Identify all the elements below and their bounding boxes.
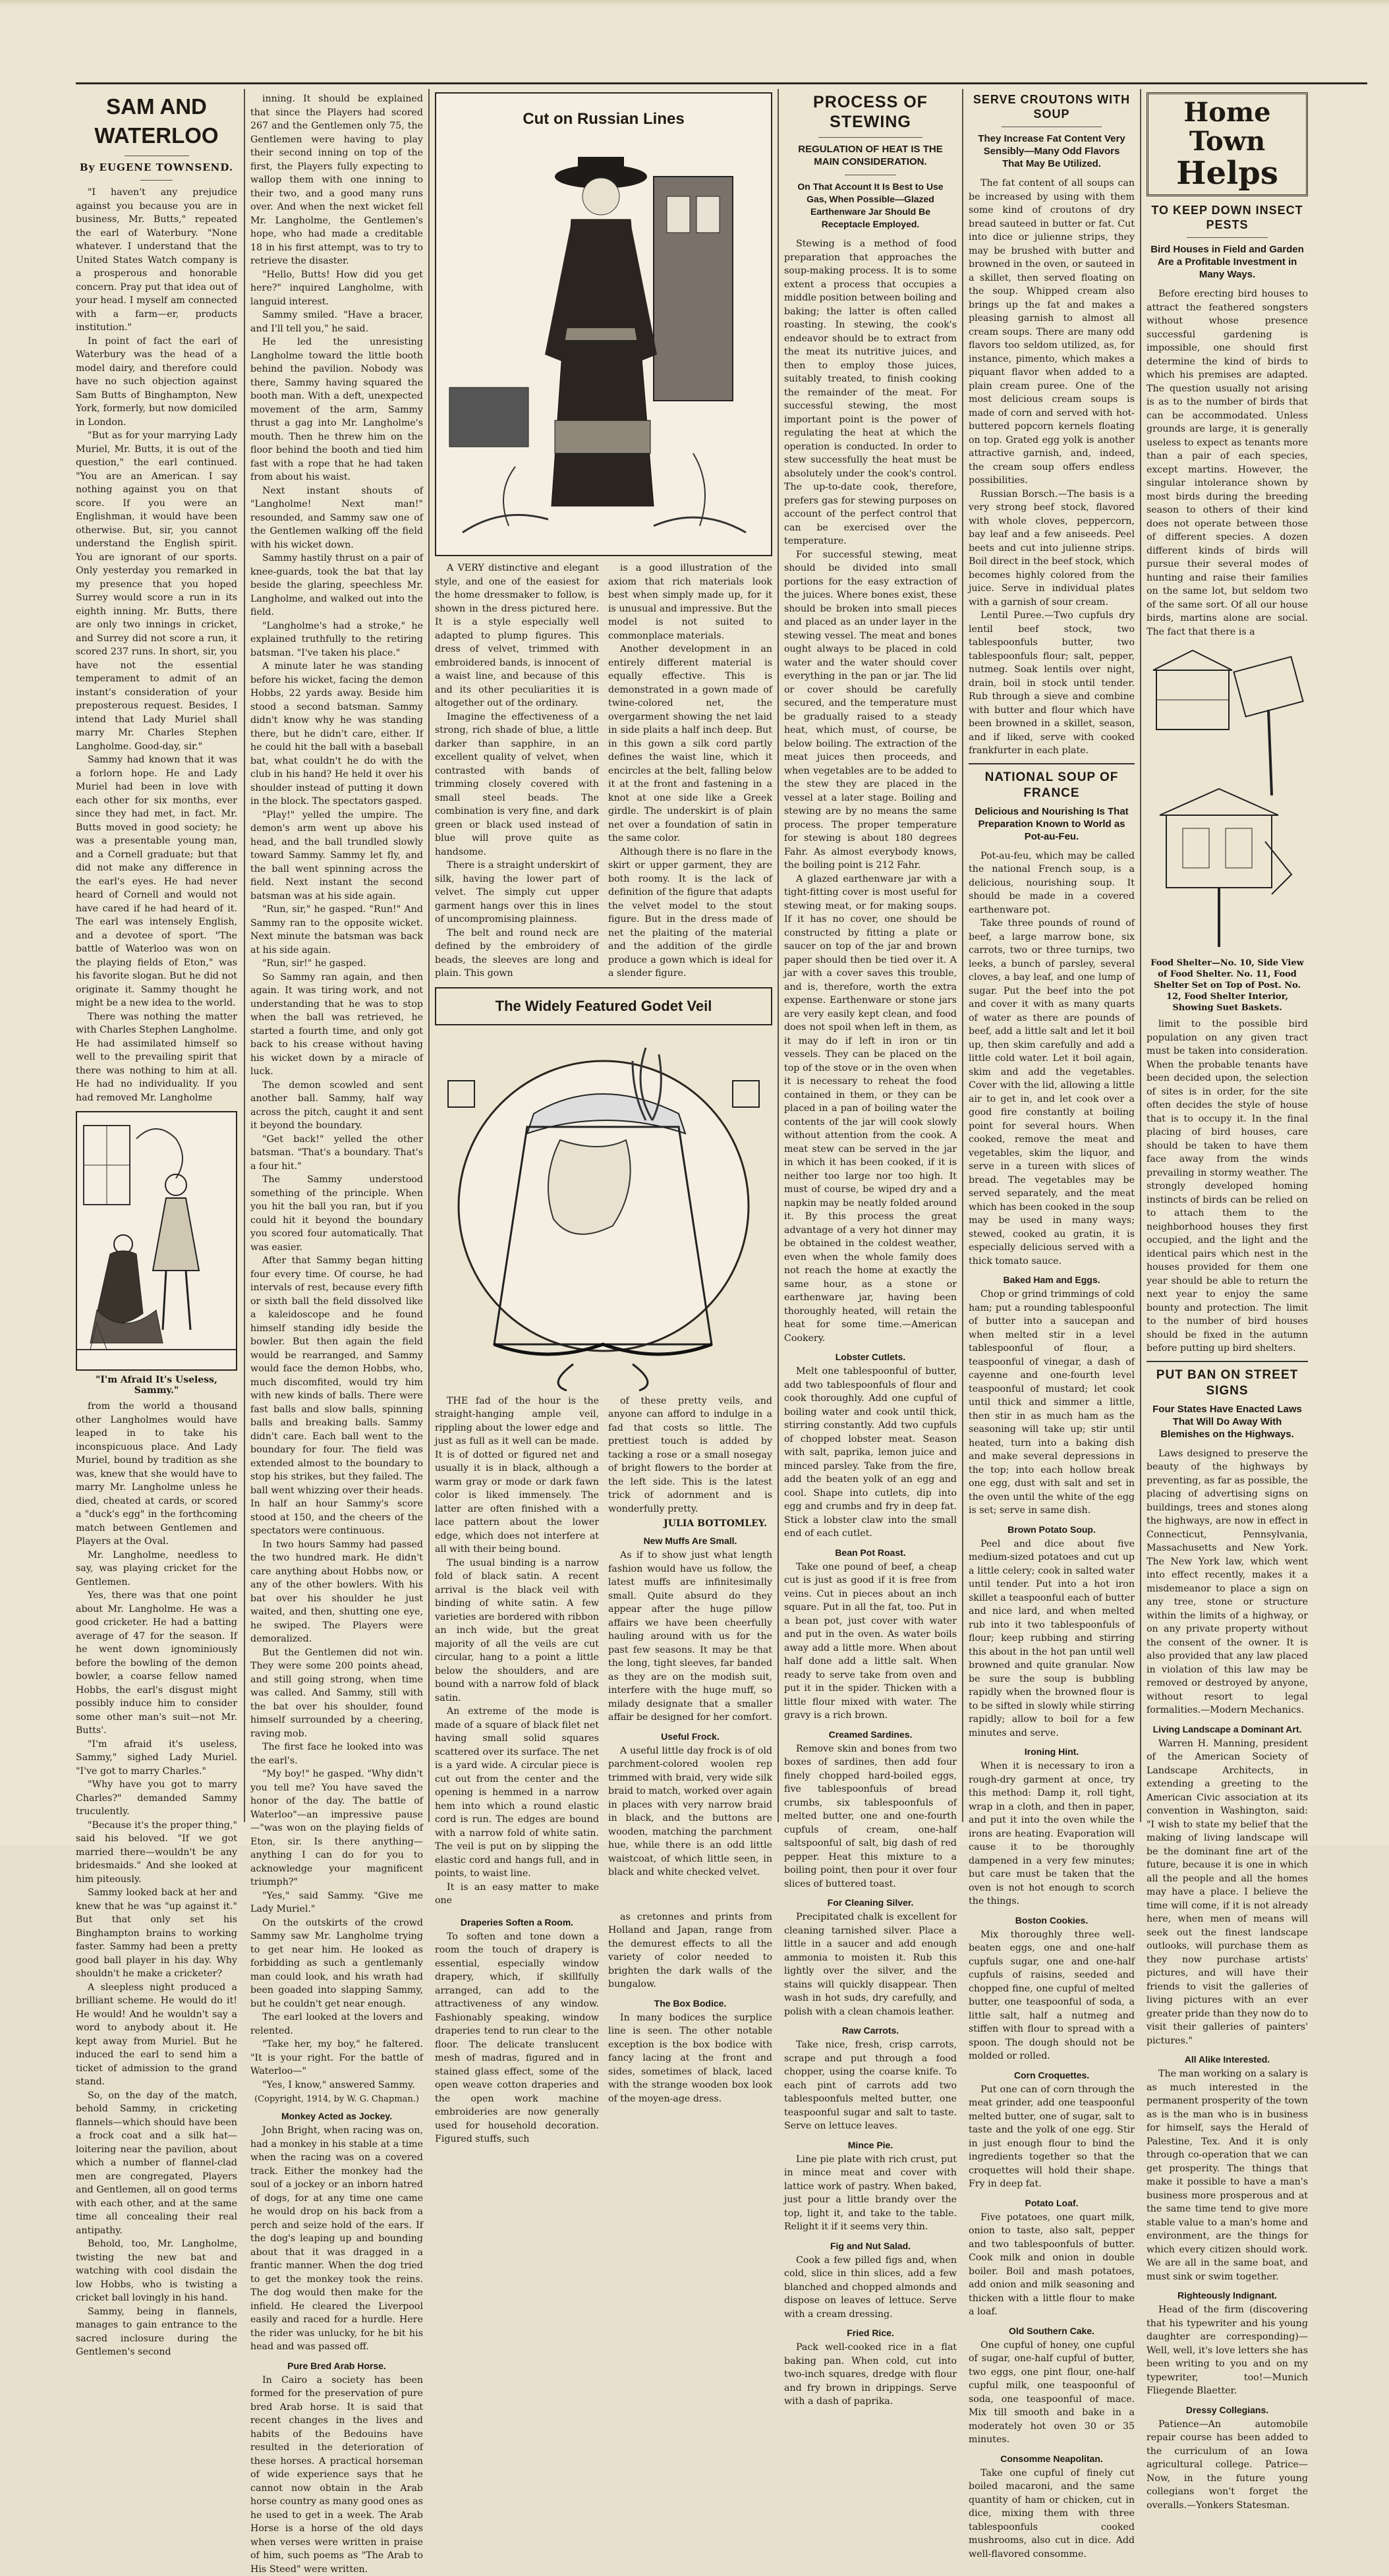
recipe-heading: Lobster Cutlets. [835, 1352, 906, 1362]
recipe-heading: Raw Carrots. [841, 2025, 899, 2036]
column-2: inning. It should be explained that since the Players had scored 267 and the Gentlemen only 75, the Gentlemen were having to play their second inning on top of the first, the Players fully expecting to wallop them with one inning to their two, and a good many runs over. And when the next wicket fell Mr. Langholme, the Gentlemen's hope, who had made a creditable 18 in his first attempt, was to try to retrieve the disaster. "Hello, Butts! How did you get here?" inquired Langholme, with languid interest. Sammy smiled. "Have a bracer, and I'll tell you," he said. He led the unresisting Langholme toward the little booth behind the pavilion. Nobody was there, Sammy having squared the booth man. With a deft, unexpected movement of the arm, Sammy thrust a gag into Mr. Langholme's mouth. Then he threw him on the floor behind the booth and tied him fast with a rope that he had taken from about his waist. Next instant shouts of "Langholme! Next man!" resounded, and Sammy saw one of the Gentlemen walking off the field with his wicket down. Sammy hastily thrust on a pair of knee-guards, took the bat that lay beside the glaring, speechless Mr. Langholme, and walked out into the field. "Langholme's had a stroke," he explained truthfully to the retiring batsman. "I've taken his place." A minute later he was standing before his wicket, facing the demon Hobbs, 22 yards away. Beside him stood a second batsman. Sammy didn't know why he was standing there, but he didn't care, either. If he could hit the ball with a baseball bat, what couldn't he do with the club in his hand? He held it over his shoulder instead of putting it down in the block. The spectators gasped. "Play!" yelled the umpire. The demon's arm went up above his head, and the ball trundled slowly toward Sammy. Sammy let fly, and the ball went spinning across the field. Next instant the second batsman was at his side again. "Run, sir," he gasped. "Run!" And Sammy ran to the opposite wicket. Next minute the batsman was back at his side again. "Run, sir!" he gasped. So Sammy ran again, and then again. It was tiring work, and not understanding that he was to stop when the ball was retrieved, he started a fourth time, and only got back to his crease without having his wicket down by a miracle of luck. The demon scowled and sent another ball. Sammy, half way across the pitch, caught it and sent it beyond the boundary. "Get back!" yelled the other batsman. "That's a boundary. That's a four hit." The Sammy understood something of the principle. When you hit the ball you ran, but if you could hit it beyond the boundary you scored four automatically. That was easier. After that Sammy began hitting four every time. Of course, he had intervals of rest, because every fifth or sixth ball the field dissolved like a kaleidoscope and he found himself standing idly beside the bowler. But then again the field would be rearranged, and Sammy would face the demon Hobbs, who, much discomfited, would try him with new kinds of balls. There were fast balls and slow balls, spinning balls and breaking balls. Sammy didn't care. Each ball went to the boundary for four. The field was extended almost to the boundary to stop his strikes, but they failed. The ball went whizzing over their heads. In half an hour Sammy's score stood at 150, and the cheers of the spectators were continuous. In two hours Sammy had passed the two hundred mark. He didn't care anything about Hobbs now, or any of the other bowlers. With his bat over his shoulder he just waited, and then, shutting one eye, he swiped. The Players were demoralized. But the Gentlemen did not win. They were some 200 points ahead, and still going strong, when time was called. And Sammy, still with the bat over his shoulder, found himself surrounded by a cheering, raving mob. The first face he looked into was the earl's. "My boy!" he gasped. "Why didn't you tell me? You have saved the honor of the day. The battle of Waterloo"—an impressive pause—"was won on the playing fields of Eton, sir. Is there anything—anything I can do for you to acknowledge your magnificent triumph?" "Yes," said Sammy. "Give me Lady Muriel." On the outskirts of the crowd Sammy saw Mr. Langholme trying to get near him. He looked as forbidding as such a gentlemanly man could look, and his wrath had been goaded into slapping Sammy, but he couldn't get near enough. The earl looked at the lovers and relented. "Take her, my boy," he faltered. "It is your right. For the battle of Waterloo—" "Yes, I know," answered Sammy. (Copyright, 1914, by W. G. Chapman.) Monkey Acted as Jockey. John Bright, when racing was on, had a monkey in his stable at a time when the racing was on a covered track. Either the monkey had the soul of a jockey or an inborn hatred of dogs, for at any time one came he would drop on his back from a perch and seize hold of the ears. If the dog's leaping up and bounding about that it was dragged in a frantic manner. When the dog tried to get the monkey took the reins. The dog would then make for the infield. He cleared the Liverpool easily and raced for a hurdle. Here the rider was unlucky, for he bit his head and was passed off. Pure Bred Arab Horse. In Cairo a society has been formed for the preservation of pure bred Arab horse. It is said that recent changes in the lives and habits of the Bedouins have resulted in the deterioration of these horses. A practical horseman of wide experience says that he cannot now obtain in the Arab horse country as many good ones as he used to get in a week. The Arab Horse is a horse of the old days when verses were written in praise of him, such poems as "The Arab to His Steed" were written. [250, 94, 423, 2575]
couple-sketch-icon [77, 1112, 236, 1369]
item-heading: The Box Bodice. [654, 1997, 727, 2009]
cookery-headline: PROCESS OF STEWING [813, 93, 928, 131]
soups-headline-2: NATIONAL SOUP OF FRANCE [984, 770, 1119, 800]
item-heading: Living Landscape a Dominant Art. [1152, 1723, 1302, 1734]
item-heading: Dressy Collegians. [1185, 2404, 1269, 2415]
woman-in-velvet-dress-icon [436, 137, 771, 559]
story-body-part-1: "I haven't any prejudice against you because you are in business, Mr. Butts," repeated the earl of Waterbury. "None whatever. I understand that the United States Watch company is a prosperous and honorable concern. Pray put that idea out of your head. I myself am connected with a farm—er, products institution." In point of fact the earl of Waterbury was the head of a model dairy, and therefore could have no such objection against Sam Butts of Binghampton, New York, formerly, but now domiciled in London. "But as for your marrying Lady Muriel, Mr. Butts, it is out of the question," the earl continued. "You are an American. I say nothing against you on that score. If you were an Englishman, it would have been otherwise. But, sir, you cannot understand the English spirit. You are ignorant of our sports. Only yesterday you remarked in my presence that you hoped Surrey would score a run in its eighth inning. Mr. Butts, there are only two innings in cricket, and Surrey did not score a run, it scored 237 runs. In short, sir, you have not the essential temperament to admit of an instant's consideration of your preposterous request. Besides, I intend that Lady Muriel shall marry Mr. Charles Stephen Langholme. Good-day, sir." Sammy had known that it was a forlorn hope. He and Lady Muriel had been in love with each other for six months, ever since they had met, in fact. Mr. Butts moved in good society; he was a presentable young man, and a Cornell graduate; but that did not make any difference in the earl's eyes. He had never heard of Cornell and would not have cared if he had heard of it. The earl was intensely English, and a devotee of sport. "The battle of Waterloo was won on the playing fields of Eton," was his favorite slogan. But he did not originate it. Sammy thought he might be a new idea to the world. There was nothing the matter with Charles Stephen Langholme. He had assimilated himself so well to the prevailing spirit that there was nothing to him at all. He had no individuality. If you had removed Mr. Langholme [76, 187, 237, 1103]
recipe-heading: Old Southern Cake. [1009, 2325, 1094, 2336]
soups-deck: They Increase Fat Content Very Sensibly—Many Odd Flavors That May Be Utilized. [978, 133, 1125, 169]
fashion-title-2: The Widely Featured Godet Veil [495, 997, 712, 1014]
recipe-heading: Ironing Hint. [1024, 1746, 1079, 1757]
recipe-heading: Creamed Sardines. [828, 1729, 913, 1740]
column-rule [1140, 89, 1141, 1822]
fashion-article-1-right: is a good illustration of the axiom that rich materials look best when simply made up, for it is unusual and impressive. But the model is not suited to commonplace materials. Another development in an entirely different material is equally effective. This is demonstrated in a gown made of twine-colored net, the overgarment showing the net laid in side plaits a half inch deep. But in this gown a silk cord partly defines the waist line, which it encircles at the belt, falling below it at the front and fastening in a knot at one side like a Greek girdle. The underskirt is of plain net over a foundation of satin in the same color. Although there is no flare in the skirt or upper garment, they are both roomy. It is the lack of definition of the figure that adapts the velvet model to the stout figure. But in the dress made of net the plaiting of the material and the addition of the girdle produce a gown which is ideal for a slender figure. [608, 563, 772, 979]
recipe-heading: For Cleaning Silver. [827, 1897, 914, 1908]
banner-line-1: Home Town [1183, 97, 1271, 157]
item-heading: Draperies Soften a Room. [460, 1916, 574, 1928]
recipe-heading: Consomme Neapolitan. [1000, 2453, 1103, 2464]
recipe-heading: Mince Pie. [847, 2139, 893, 2150]
story-body-part-2: from the world a thousand other Langholmes would have leaped in to take his inconspicuous place. And Lady Muriel, bound by tradition as she was, knew that she would have to marry Mr. Langholme unless he died, cheated at cards, or scored a "duck's egg" in the forthcoming match between Gentlemen and Players at the Oval. Mr. Langholme, needless to say, was playing cricket for the Gentlemen. Yes, there was that one point about Mr. Langholme. He was a good cricketer. He had a batting average of 47 for the season. If he went down ignominiously before the bowling of the demon bowler, a coarse fellow named Hobbs, the earl's disgust might possibly induce him to consider some other man's suit—not Mr. Butts'. "I'm afraid it's useless, Sammy," sighed Lady Muriel. "I've got to marry Charles." "Why have you got to marry Charles?" demanded Sammy truculently. "Because it's the proper thing," said his beloved. "If we got married there—wouldn't be any bridesmaids." And she looked at him piteously. Sammy looked back at her and knew that he was "up against it." But that only set his Binghampton brains to working faster. Sammy had been a pretty good ball player in his day. Why shouldn't he make a cricketer? A sleepless night produced a brilliant scheme. He would do it! He would! And he wouldn't say a word to anybody about it. He kept away from Muriel. But he induced the earl to send him a ticket of admission to the grand stand. So, on the day of the match, behold Sammy, in cricketing flannels—which should have been a frock coat and a silk hat—loitering near the pavilion, about which a number of flannel-clad men are congregated, Players and Gentlemen, all on good terms with each other, and at the same time all concealing their real antipathy. Behold, too, Mr. Langholme, twisting the new bat and watching with cool disdain the low Hobbs, who is twisting a cricket ball lovingly in his hand. Sammy, being in flannels, manages to gain entrance to the sacred inclosure during the Gentlemen's second [76, 1401, 237, 2357]
bird-house-illustration [1147, 644, 1308, 954]
soups-deck-2: Delicious and Nourishing Is That Preparation Known to World as Pot-au-Feu. [975, 805, 1129, 842]
top-rule [76, 82, 1367, 84]
recipe-heading: Corn Croquettes. [1013, 2069, 1090, 2080]
insect-pests-headline: TO KEEP DOWN INSECT PESTS [1151, 204, 1303, 231]
bird-food-shelter-icon [1147, 644, 1308, 954]
item-heading: Righteously Indignant. [1177, 2290, 1277, 2301]
recipe-heading: Brown Potato Soup. [1007, 1524, 1096, 1535]
item-heading: All Alike Interested. [1184, 2054, 1270, 2065]
fashion-article-1-left: A VERY distinctive and elegant style, and one of the easiest for the home dressmaker to follow, is shown in the dress pictured here. It is a style especially well adapted to plump figures. This dress of velvet, trimmed with embroidered bands, is innocent of a waist line, and because of this and its other peculiarities it is altogether out of the ordinary. Imagine the effectiveness of a strong, rich shade of blue, a little darker than sapphire, in an excellent quality of velvet, when contrasted with bands of trimming closely covered with small steel beads. The combination is very fine, and dark green or black used instead of blue will prove quite as handsome. There is a straight underskirt of silk, having the lower part of velvet. The simply cut upper garment hangs over this in lines of uncompromising plainness. The belt and round neck are defined by the embroidery of beads, the sleeves are long and plain. This gown [435, 563, 599, 979]
copyright-line: (Copyright, 1914, by W. G. Chapman.) [254, 2094, 419, 2104]
fashion-illustration-2 [435, 1035, 772, 1390]
column-1 [76, 92, 237, 2357]
illustration-caption: Food Shelter—No. 10, Side View of Food Shelter. No. 11, Food Shelter Set on Top of Post. No. 12, Food Shelter Interior, Showing Suet Baskets. [1150, 958, 1304, 1013]
banner-line-2: Helps [1176, 155, 1278, 192]
item-heading: Pure Bred Arab Horse. [287, 2360, 386, 2371]
fashion-title-1: Cut on Russian Lines [523, 110, 685, 128]
item-heading: Monkey Acted as Jockey. [281, 2111, 393, 2121]
recipe-heading: Baked Ham and Eggs. [1003, 1274, 1100, 1285]
column-rule [962, 89, 963, 1822]
cookery-deck: REGULATION OF HEAT IS THE MAIN CONSIDERATION. [798, 144, 943, 167]
insect-pests-deck: Bird Houses in Field and Garden Are a Profitable Investment in Many Ways. [1150, 244, 1304, 280]
page-top-edge [0, 0, 1389, 7]
recipe-heading: Fried Rice. [847, 2328, 894, 2338]
column-6-home-town: Home Town Helps TO KEEP DOWN INSECT PESTS Bird Houses in Field and Garden Are a Profitable Investment in Many Ways. Before erecting bird houses to attract the feathered songsters without whose presence successful gardening is impossible, one should first determine the kind of birds to which his premises are adapted. The question usually not arising is as to the number of birds that can be accommodated. Unless grounds are large, it is generally useless to expect as tenants more than a pair of each species, except martins. However, the singular intolerance shown by most birds during the breeding season to others of their kind does not operate between those of different species. A dozen different kinds of birds will pursue their several modes of hunting and raise their families on the same lot, but seldom two of the same sort. Of all our house birds, martins alone are social. The fact that there is a Food Shelter—No. 10, Side View of Food Shelter. No. 11, Food Shelter Set on Top of Post. No. 12, Food Shelter Interior, Showing Suet Baskets. limit to the possible bird population on any given tract must be taken into consideration. When the probable tenants have been decided upon, the selection of sites is in order, for the site often decides the style of house that is to occupy it. In the final placing of bird houses, care should be taken to have them face away from the winds prevailing in stormy weather. The strongly developed homing instincts of birds can be relied on to attach them to the neighborhood houses they first occupied, and the light and the identical pairs which nest in the houses provided for them one year should be able to return the next year to enjoy the same bounty and protection. The limit to the number of bird houses should be fixed in the autumn before putting up bird shelters. PUT BAN ON STREET SIGNS Four States Have Enacted Laws That Will Do Away With Blemishes on the Highways. Laws designed to preserve the beauty of the highways by preventing, as far as possible, the placing of advertising signs on buildings, trees and stones along the highways, are now in effect in Connecticut, Pennsylvania, Massachusetts and New York. The New York law, which went into effect recently, makes it a misdemeanor to place a sign on any tree, stone or structure within the limits of a highway, or on any private property without the consent of the owner. It is also provided that any law placed in violation of this law may be removed or destroyed by anyone, without resort to legal formalities.—Modern Mechanics. Living Landscape a Dominant Art. Warren H. Manning, president of the American Society of Landscape Architects, in extending a greeting to the American Civic association at its convention in Washington, said: "I wish to state my belief that the making of living landscape will be the dominant fine art of the future, because it is one in which all the people and all the homes may have a place. I believe the time will come, if it is not already here, when men of means will seek out the finest landscape outlooks, will purchase them as they now purchase artists' pictures, and will have their friends to visit the galleries of living pictures with an ever greater pride than they now do to visit their galleries of painters' pictures." All Alike Interested. The man working on a salary is as much interested in the permanent prosperity of the town as is the man who is in business for himself, says the Herald of Palestine, Tex. And it is only through co-operation that we can get prosperity. The things that make it possible to have a man's business more prosperous and at the same time tend to give more stable value to a man's home and environment, are the things for which every citizen should work. We are all in the same boat, and must sink or swim together. Righteously Indignant. Head of the firm (discovering that his typewriter and his young daughter are corresponding)—Well, well, it's love letters she has been writing to you and on my typewriter, too!—Munich Fliegende Blaetter. Dressy Collegians. Patience—An automobile repair course has been added to the curriculum of an Iowa agricultural college. Patrice—Now, in the future young collegians won't forget the overalls.—Yonkers Statesman. [1147, 92, 1308, 1819]
story-continuation: inning. It should be explained that since the Players had scored 267 and the Gentlemen only 75, the Gentlemen were having to play their second inning on top of the first, the Players fully expecting to wallop them with one inning to their two, and a good many runs over. And when the next wicket fell Mr. Langholme, the Gentlemen's hope, who had made a creditable 18 in his first attempt, was to try to retrieve the disaster. "Hello, Butts! How did you get here?" inquired Langholme, with languid interest. Sammy smiled. "Have a bracer, and I'll tell you," he said. He led the unresisting Langholme toward the little booth behind the pavilion. Nobody was there, Sammy having squared the booth man. With a deft, unexpected movement of the arm, Sammy thrust a gag into Mr. Langholme's mouth. Then he threw him on the floor behind the booth and tied him fast with a rope that he had taken from about his waist. Next instant shouts of "Langholme! Next man!" resounded, and Sammy saw one of the Gentlemen walking off the field with his wicket down. Sammy hastily thrust on a pair of knee-guards, took the bat that lay beside the glaring, speechless Mr. Langholme, and walked out into the field. "Langholme's had a stroke," he explained truthfully to the retiring batsman. "I've taken his place." A minute later he was standing before his wicket, facing the demon Hobbs, 22 yards away. Beside him stood a second batsman. Sammy didn't know why he was standing there, but he didn't care, either. If he could hit the ball with a baseball bat, what couldn't he do with the club in his hand? He held it over his shoulder instead of putting it down in the block. The spectators gasped. "Play!" yelled the umpire. The demon's arm went up above his head, and the ball trundled slowly toward Sammy. Sammy let fly, and the ball went spinning across the field. Next instant the second batsman was at his side again. "Run, sir," he gasped. "Run!" And Sammy ran to the opposite wicket. Next minute the batsman was back at his side again. "Run, sir!" he gasped. So Sammy ran again, and then again. It was tiring work, and not understanding that he was to stop when the ball was retrieved, he started a fourth time, and only got back to his crease without having his wicket down by a miracle of luck. The demon scowled and sent another ball. Sammy, half way across the pitch, caught it and sent it beyond the boundary. "Get back!" yelled the other batsman. "That's a boundary. That's a four hit." The Sammy understood something of the principle. When you hit the ball you ran, but if you could hit it beyond the boundary you scored four automatically. That was easier. After that Sammy began hitting four every time. Of course, he had intervals of rest, because every fifth or sixth ball the field dissolved like a kaleidoscope and he found himself standing idly beside the bowler. But then again the field would be rearranged, and Sammy would face the demon Hobbs, who, much discomfited, would try him with new kinds of balls. There were fast balls and slow balls, spinning balls and breaking balls. Sammy didn't care. Each ball went to the boundary for four. The field was extended almost to the boundary to stop his strikes, but they failed. The ball went whizzing over their heads. In half an hour Sammy's score stood at 150, and the cheers of the spectators were continuous. In two hours Sammy had passed the two hundred mark. He didn't care anything about Hobbs now, or any of the other bowlers. With his bat over his shoulder he just waited, and then, shutting one eye, he swiped. The Players were demoralized. But the Gentlemen did not win. They were some 200 points ahead, and still going strong, when time was called. And Sammy, still with the bat over his shoulder, found himself surrounded by a cheering, raving mob. The first face he looked into was the earl's. "My boy!" he gasped. "Why didn't you tell me? You have saved the honor of the day. The battle of Waterloo"—an impressive pause—"was won on the playing fields of Eton, sir. Is there anything—anything I can do for you to acknowledge your magnificent triumph?" "Yes," said Sammy. "Give me Lady Muriel." On the outskirts of the crowd Sammy saw Mr. Langholme trying to get near him. He looked as forbidding as such a gentlemanly man could look, and his wrath had been goaded into slapping Sammy, but he couldn't get near enough. The earl looked at the lovers and relented. "Take her, my boy," he faltered. "It is your right. For the battle of Waterloo—" "Yes, I know," answered Sammy. [250, 94, 423, 2090]
woman-in-godet-veil-icon [435, 1035, 772, 1390]
street-signs-deck: Four States Have Enacted Laws That Will Do Away With Blemishes on the Highways. [1152, 1403, 1302, 1440]
item-heading: Useful Frock. [661, 1731, 720, 1742]
fashion-article-2-right: of these pretty veils, and anyone can afford to indulge in a fad that costs so little. The prettiest touch is added by tacking a rose or a small nosegay of bright flowers to the border at the left side. This is the latest trick of adornment and is wonderfully pretty. JULIA BOTTOMLEY. New Muffs Are Small. As if to show just what length fashion would have us follow, the latest muffs are infinitesimally small. Quite absurd do they appear after the huge pillow affairs we have been cheerfully hauling around with us for the past few seasons. It may be that the long, tight sleeves, far banded as they are on the modish suit, interfere with the huge muff, so milady designate that a smaller affair be designed for her comfort. Useful Frock. A useful little day frock is of old parchment-colored woolen rep trimmed with braid, very wide silk braid to match, worked over again in places with very narrow braid in black, and the buttons are wooden, matching the parchment hue, while there is an odd little waistcoat, of which little seen, in black and white checked velvet. [608, 1395, 772, 1877]
column-3-fashion: Cut on Russian Lines A VERY distinctive and elegant style, and one of the easiest for the home dressmaker to follow, is shown in the dress pictured here. It is a style especially well adapted to plump figures. This dress of velvet, trimmed with embroidered bands, is innocent of a waist line, and because of this and its other peculiarities it is altogether out of the ordinary. Imagine the effectiveness of a strong, rich shade of blue, a little darker than sapphire, in an excellent quality of velvet, when contrasted with bands of trimming closely covered with small steel beads. The combination is very fine, and dark green or black used instead of blue will prove quite as handsome. There is a straight underskirt of silk, having the lower part of velvet. The simply cut upper garment hangs over this in lines of uncompromising plainness. The belt and round neck are defined by the embroidery of beads, the sleeves are long and plain. This gown is a good illustration of the axiom that rich materials look best when simply made up, for it is unusual and impressive. But the model is not suited to commonplace materials. Another development in an entirely different material is equally effective. This is demonstrated in a gown made of twine-colored net, the overgarment showing the net laid in side plaits a half inch deep. But in this gown a silk cord partly defines the waist line, which it encircles at the belt, falling below it at the front and fastening in a knot at one side like a Greek girdle. The underskirt is of plain net over a foundation of satin in the same color. Although there is no flare in the skirt or upper garment, they are both roomy. It is the lack of definition of the figure that adapts the velvet model to the stout figure. But in the dress made of net the plaiting of the material and the addition of the girdle produce a gown which is ideal for a slender figure. The Widely Featured Godet Veil THE fad of the hour is the straight-hanging ample veil, rippling about the lower edge and just as full as it well can be made. It is of dotted or figured net and usually it is in black, although a warm gray or mode or dark fawn color is liked immensely. The latter are often finished with a lace pattern about the lower edge, which does not interfere at all with their being bound. The usual binding is a narrow fold of black satin. A recent arrival is the black veil with binding of white satin. A few varieties are bordered with ribbon an inch wide, but the great majority of all the veils are cut circular, hang to a point a little below the shoulders, and are bound with a narrow fold of black satin. An extreme of the mode is made of a square of black filet net having small solid squares scattered over its surface. The net is a yard wide. A circular piece is cut out from the center and the opening is hemmed in a narrow hem into which a round elastic cord is run. The edges are bound with a narrow fold of white satin. The veil is put on by slipping the elastic cord and hangs full, and in points, to waist line. It is an easy matter to make one of these pretty veils, and anyone can afford to indulge in a fad that costs so little. The prettiest touch is added by tacking a rose or a small nosegay of bright flowers to the border at the left side. This is the latest trick of adornment and is wonderfully pretty. JULIA BOTTOMLEY. New Muffs Are Small. As if to show just what length fashion would have us follow, the latest muffs are infinitesimally small. Quite absurd do they appear after the huge pillow affairs we have been cheerfully hauling around with us for the past few seasons. It may be that the long, tight sleeves, far banded as they are on the modish suit, interfere with the huge muff, so milady designate that a smaller affair be designed for her comfort. Useful Frock. A useful little day frock is of old parchment-colored woolen rep trimmed with braid, very wide silk braid to match, worked over again in places with very narrow braid in black, and the buttons are wooden, matching the parchment hue, while there is an odd little waistcoat, of which little seen, in black and white checked velvet. Draperies Soften a Room. To soften and tone down a room the touch of drapery is essential, especially window drapery, which, if skillfully arranged, can add to the attractiveness of any window. Fashionably speaking, window draperies tend to run clear to the floor. The delicate translucent mesh of madras, figured and in stained glass effect, some of the open weave cotton draperies and the open work machine embroideries are now generally used for household decoration. Figured stuffs, such as cretonnes and prints from Holland and Japan, range from the demurest effects to all the variety of color needed to brighten the dark walls of the bungalow. The Box Bodice. In many bodices the surplice line is seen. The other notable exception is the box bodice with fancy lacing at the front and sides, sometimes of black, laced with the strange wooden box look of the moyen-age dress. [435, 92, 772, 1819]
story-illustration [76, 1111, 237, 1371]
recipe-heading: Fig and Nut Salad. [830, 2240, 911, 2251]
column-rule [428, 89, 430, 1822]
story-headline: SAM AND WATERLOO [94, 94, 219, 148]
item-heading: New Muffs Are Small. [643, 1535, 737, 1546]
cookery-deck-2: On That Account It Is Best to Use Gas, When Possible—Glazed Earthenware Jar Should Be Receptacle Employed. [797, 181, 944, 229]
fashion-illustration-1 [435, 92, 772, 556]
soups-headline: SERVE CROUTONS WITH SOUP [973, 93, 1131, 121]
column-4-cookery: PROCESS OF STEWING REGULATION OF HEAT IS THE MAIN CONSIDERATION. On That Account It Is Best to Use Gas, When Possible—Glazed Earthenware Jar Should Be Receptacle Employed. Stewing is a method of food preparation that approaches the soup-making process. It is to some extent a process that occupies a middle position between boiling and baking; the latter is often called roasting. In stewing, the cook's endeavor should be to extract from the meat its nutritive juices, and then to employ those juices, suitably treated, to finish cooking the remainder of the meat. For successful stewing, the most important point is the power of regulating the heat at which the operation is conducted. In order to stew successfully the heat must be absolutely under the cook's control. The up-to-date cook, therefore, prefers gas for stewing purposes on account of the perfect control that can be exercised over the temperature. For successful stewing, meat should be divided into small portions for the easy extraction of the juices. Where bones exist, these should be broken into small pieces and placed as an under layer in the stewing vessel. The meat and bones ought always to be placed in cold water and the water should cover everything in the pan or jar. The lid or cover should be carefully secured, and the temperature must be gradually raised to a steady heat, which must, of course, be below boiling. The extraction of the meat juices then proceeds, and when vegetables are to be added to the stew they are placed in the vessel at a later stage. Boiling and stewing are by no means the same process. The proper temperature for stewing is about 180 degrees Fahr. As almost everybody knows, the boiling point is 212 Fahr. A glazed earthenware jar with a tight-fitting cover is most useful for stewing meat, or for making soups. If it has no cover, one should be constructed by fitting a plate or saucer on top of the jar and brown paper should then be tied over it. A jar with a cover saves this trouble, and is, therefore, worth the extra expense. Earthenware or stone jars are very easily kept clean, and food does not spoil when left in them, as it may do if left in iron or tin vessels. They can be placed on the top of the stove or in the oven when it is necessary to reheat the food contained in them, or they can be placed in a pan of boiling water the contents of the jar will cook slowly without attention from the cook. A meat stew can be served in the jar in which it has been cooked, if it is neither too large nor too high. It must of course, be wiped dry and a napkin may be neatly folded around it. By this process the great advantage of a very hot dinner may be obtained in the coldest weather, even when the whole family does not reach the home at exactly the same hour, as a stone or earthenware jar, having been thoroughly heated, will retain the heat for some time.—American Cookery. Lobster Cutlets. Melt one tablespoonful of butter, add two tablespoonfuls of flour and cook thoroughly. Add one cupful of boiling water and cook until thick, stirring constantly. Add two cupfuls of chopped lobster meat. Season with salt, paprika, lemon juice and minced parsley. Take from the fire, add the beaten yolk of an egg and cool. Shape into cutlets, dip into egg and crumbs and fry in deep fat. Stick a lobster claw into the small end of each cutlet. Bean Pot Roast. Take one pound of beef, a cheap cut is just as good if it is free from veins. Cut in pieces about an inch square. Put in all the fat, too. Put in a bean pot, just cover with water and put in the oven. As water boils away add a little more. When about half done add a little salt. When ready to serve take from oven and put it in the spider. Thicken with a little flour mixed with water. The gravy is a rich brown. Creamed Sardines. Remove skin and bones from two boxes of sardines, then add four finely chopped hard-boiled eggs, five tablespoonfuls of bread crumbs, six tablespoonfuls of melted butter, one and one-fourth cupfuls of cream, one-half saltspoonful of salt, big dash of red pepper. Heat this mixture to a boiling point, then pour it over four slices of buttered toast. For Cleaning Silver. Precipitated chalk is excellent for cleaning tarnished silver. Place a little in a saucer and add enough ammonia to moisten it. Rub this lightly over the silver, and the stains will quickly disappear. Then wash in hot suds, dry carefully, and polish with a clean chamois leather. Raw Carrots. Take nice, fresh, crisp carrots, scrape and put through a food chopper, using the coarse knife. To each pint of carrots add two tablespoonfuls melted butter, one teaspoonful sugar and salt to taste. Serve on lettuce leaves. Mince Pie. Line pie plate with rich crust, put in mince meat and cover with lattice work of pastry. When baked, just pour a little brandy over the top, light it, and take to the table. Relight it if it seems very thin. Fig and Nut Salad. Cook a few pilled figs and, when cold, slice in thin slices, add a few blanched and chopped almonds and dispose on leaves of lettuce. Serve with a cream dressing. Fried Rice. Pack well-cooked rice in a flat baking pan. When cold, cut into two-inch squares, dredge with flour and fry brown in drippings. Serve with a dash of paprika. [784, 93, 957, 2407]
home-town-helps-banner [1147, 92, 1308, 196]
fashion-article-2-left: THE fad of the hour is the straight-hanging ample veil, rippling about the lower edge and just as full as it well can be made. It is of dotted or figured net and usually it is in black, although a warm gray or mode or dark fawn color is liked immensely. The latter are often finished with a lace pattern about the lower edge, which does not interfere at all with their being bound. The usual binding is a narrow fold of black satin. A recent arrival is the black veil with binding of white satin. A few varieties are bordered with ribbon an inch wide, but the great majority of all the veils are cut circular, hang to a point a little below the shoulders, and are bound with a narrow fold of black satin. An extreme of the mode is made of a square of black filet net having small solid squares scattered over its surface. The net is a yard wide. A circular piece is cut out from the center and the opening is hemmed in a narrow hem into which a round elastic cord is run. The edges are bound with a narrow fold of white satin. The veil is put on by slipping the elastic cord and hangs full, and in points, to waist line. It is an easy matter to make one [435, 1395, 599, 1906]
recipe-heading: Bean Pot Roast. [835, 1547, 906, 1558]
recipe-heading: Potato Loaf. [1025, 2197, 1079, 2208]
street-signs-headline: PUT BAN ON STREET SIGNS [1156, 1367, 1299, 1398]
column-rule [778, 89, 779, 1822]
author-signature: JULIA BOTTOMLEY. [664, 1518, 767, 1529]
column-rule [244, 89, 245, 1822]
illustration-caption: "I'm Afraid It's Useless, Sammy." [96, 1375, 217, 1396]
story-byline: By EUGENE TOWNSEND. [79, 161, 234, 173]
column-5-soups: SERVE CROUTONS WITH SOUP They Increase Fat Content Very Sensibly—Many Odd Flavors That May Be Utilized. The fat content of all soups can be increased by using with them some kind of croutons of dry bread sauteed in butter or fat. Cut into dice or julienne strips, they may be brushed with butter and browned in the oven, or sauteed in a skillet, then served floating on the soup. Whipped cream also brings up the fat and makes a pleasing garnish to almost all cream soups. There are many odd flavors too seldom utilized, as, for instance, pimento, which makes a piquant flavor when added to a plain cream puree. One of the most delicious cream soups is made of corn and served with hot-buttered popcorn kernels floating on top. Grated egg yolk is another attractive garnish, and, indeed, the cream soup offers endless possibilities. Russian Borsch.—The basis is a very strong beef stock, flavored with whole cloves, peppercorn, bay leaf and a few aniseeds. Peel beets and cut into julienne strips. Boil direct in the beef stock, which becomes highly colored from the juice. Serve in individual plates with a garnish of sour cream. Lentil Puree.—Two cupfuls dry lentil beef stock, two tablespoonfuls butter, two tablespoonfuls flour; salt, pepper, nutmeg. Soak lentils over night, drain, boil in stock until tender. Rub through a sieve and combine with butter and flour which have been browned in a skillet, season, and if liked, serve with cooked frankfurter in each plate. NATIONAL SOUP OF FRANCE Delicious and Nourishing Is That Preparation Known to World as Pot-au-Feu. Pot-au-feu, which may be called the national French soup, is a delicious, nourishing soup. It should be made in a covered earthenware pot. Take three pounds of round of beef, a large marrow bone, six carrots, two or three turnips, two leeks, a bunch of parsley, several cloves, a bay leaf, and one lump of sugar. Put the beef into the pot and cover it with as many quarts of water as there are pounds of beef, add a little salt and let it boil up, then skim carefully and add a little cold water. Let it boil again, skim and add the vegetables. Cover with the lid, allowing a little air to get in, and let cook over a good fire constantly at boiling point for several hours. When cooked, remove the meat and vegetables, skim the liquor, and serve in a tureen with slices of bread. The vegetables may be served separately, and the meat which has been cooked in the soup may be used in many ways; stewed, cooked au gratin, it is especially delicious served with a thick tomato sauce. Baked Ham and Eggs. Chop or grind trimmings of cold ham; put a rounding tablespoonful of butter into a saucepan and when melted stir in a level tablespoonful of flour, a teaspoonful of vinegar, a dash of cayenne and one-fourth level teaspoonful of mustard; let cook until thick and simmer a little, then stir in as much ham as the seasoning will take up; stir until heated, turn into a baking dish and make several depressions in the top; into each hollow break one egg, dust with salt and set in the oven until the white of the egg is set; serve in same dish. Brown Potato Soup. Peel and dice about five medium-sized potatoes and cut up a little celery; cook in salted water until tender. Put into a hot iron skillet a teaspoonful each of butter and nice lard, and when melted rub into it two tablespoonfuls of flour; keep rubbing and stirring this about in the hot pan until well browned and quite granular. Now be sure the soup is bubbling rapidly when the browned flour is to be sifted in slowly while stirring rapidly; allow to boil for a few minutes and serve. Ironing Hint. When it is necessary to iron a rough-dry garment at once, try this method: Damp it, roll tight, wrap in a cloth, and then in paper, and put it into the oven while the irons are heating. Evaporation will cause it to be thoroughly dampened in a very few minutes; but care must be taken that the oven is not hot enough to scorch the things. Boston Cookies. Mix thoroughly three well-beaten eggs, one and one-half cupfuls sugar, one and one-half cupfuls of raisins, seeded and chopped fine, one cupful of melted butter, one teaspoonful of soda, a little salt, half a nutmeg and stiffen with flour to spread with a spoon. The dough should not be molded or rolled. Corn Croquettes. Put one can of corn through the meat grinder, add one teaspoonful melted butter, one of sugar, salt to taste and the yolk of one egg. Stir in just enough flour to bind the ingredients together so that the croquettes will hold their shape. Fry in deep fat. Potato Loaf. Five potatoes, one quart milk, onion to taste, also salt, pepper and two tablespoonfuls of butter. Cook milk and onion in double boiler. Boil and mash potatoes, add onion and milk seasoning and thicken with a little flour to make a loaf. Old Southern Cake. One cupful of honey, one cupful of sugar, one-half cupful of butter, two eggs, one pint flour, one-half cupful milk, one teaspoonful of soda, one teaspoonful of mace. Mix till smooth and bake in a moderately hot oven 30 or 35 minutes. Consomme Neapolitan. Take one cupful of finely cut boiled macaroni, and the same quantity of ham or chicken, cut in dice, mixing them with three tablespoonfuls cooked mushrooms, also cut in dice. Add well-flavored consomme. [969, 93, 1135, 2560]
recipe-heading: Boston Cookies. [1015, 1914, 1089, 1926]
